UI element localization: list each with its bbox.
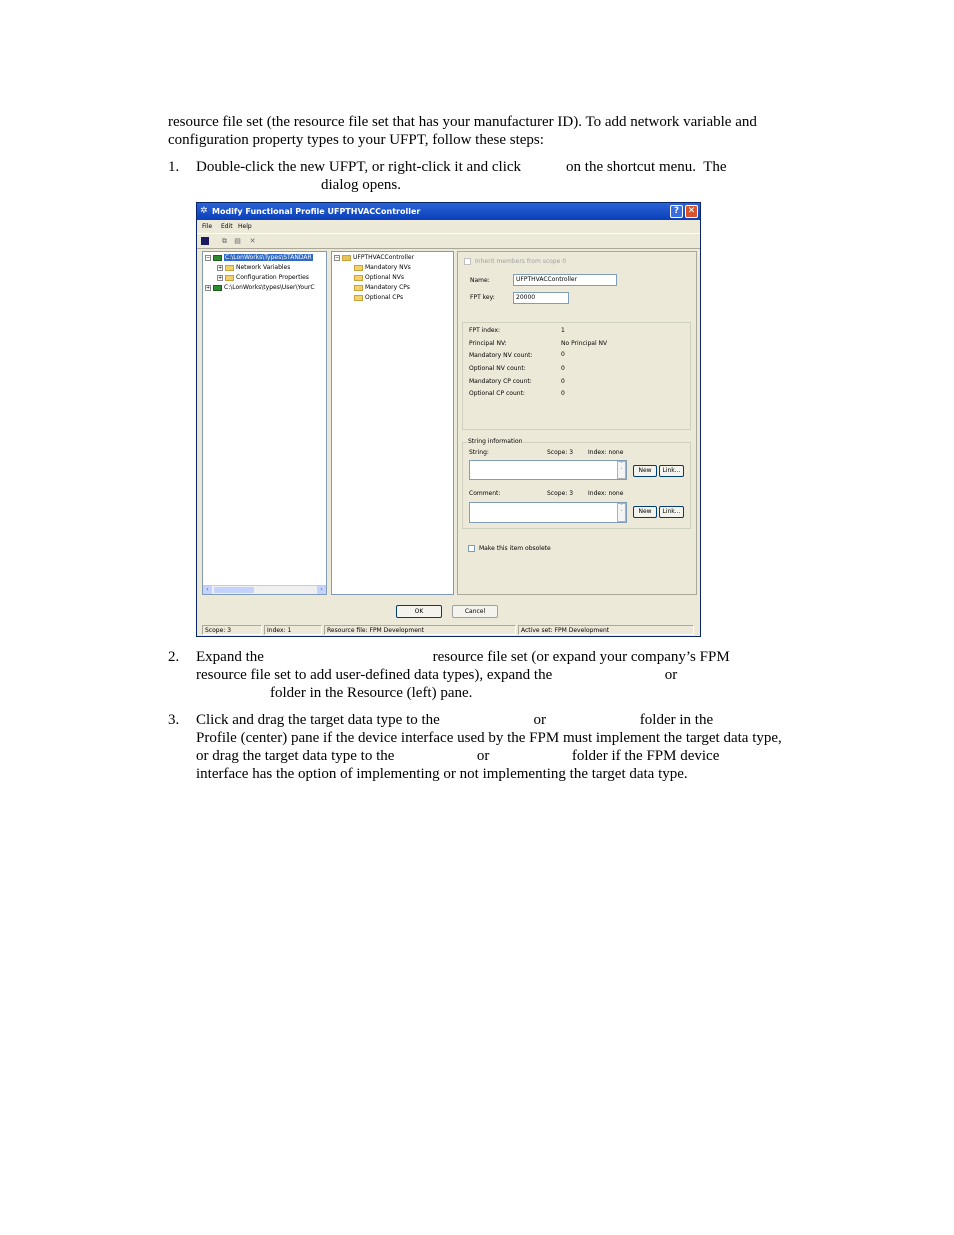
string-link-button[interactable]: Link... [659,465,684,477]
collapse-icon[interactable]: − [206,254,211,261]
tree-root-user-label: C:\LonWorks\types\User\YourC [224,284,315,291]
step-2-line-3: folder in the Resource (left) pane. [270,685,473,701]
scroll-right-icon[interactable]: › [317,586,326,594]
step-3-number: 3. [168,712,180,728]
folder-icon [354,285,363,291]
fpt-key-label: FPT key: [470,294,495,301]
name-field[interactable]: UFPTHVACController [513,274,617,286]
step-3-line-1: Click and drag the target data type to the or folder in the [196,712,714,728]
string-information-group [462,438,691,529]
paste-icon[interactable]: ▤ [234,237,241,245]
string-label: String: [469,449,489,456]
stat-label: Principal NV: [469,340,507,347]
scroll-thumb[interactable] [214,587,254,593]
status-bar [199,625,698,635]
stat-label: Mandatory NV count: [469,352,533,359]
comment-spinner[interactable]: ˄ ˅ [617,503,626,522]
profile-root[interactable] [334,253,414,263]
menu-file[interactable]: File [202,223,213,230]
stat-label: Mandatory CP count: [469,378,532,385]
obsolete-checkbox[interactable] [468,545,475,552]
profile-item-label: Mandatory NVs [365,264,411,271]
stat-value: No Principal NV [561,340,608,347]
stat-value: 0 [561,378,565,385]
app-icon: ✲ [200,206,208,216]
menu-edit[interactable]: Edit [221,223,233,230]
comment-label: Comment: [469,490,501,497]
expand-icon[interactable]: + [206,284,211,291]
tree-item-label: Configuration Properties [236,274,309,281]
profile-item-mandatory-cps[interactable] [354,283,410,293]
ok-button[interactable]: OK [396,605,442,618]
inherit-checkbox[interactable] [464,258,471,265]
toolbar [197,233,700,249]
comment-field[interactable] [469,502,627,523]
step-3-line-2: Profile (center) pane if the device interface used by the FPM must implement the target data type, [196,730,782,746]
profile-item-mandatory-nvs[interactable] [354,263,411,273]
profile-item-label: Optional NVs [365,274,404,281]
string-new-button[interactable]: New [633,465,657,477]
folder-icon [354,295,363,301]
statistics-group [462,322,691,430]
expand-icon[interactable]: + [218,274,223,281]
profile-item-optional-nvs[interactable] [354,273,404,283]
tree-item-label: Network Variables [236,264,291,271]
status-active-set: Active set: FPM Development [518,625,694,635]
fpt-key-field[interactable]: 20000 [513,292,569,304]
step-1-line-2: dialog opens. [321,177,401,193]
stat-label: FPT index: [469,327,501,334]
folder-icon [354,265,363,271]
property-pane [457,251,697,595]
expand-icon[interactable]: + [218,264,223,271]
stat-value: 0 [561,390,565,397]
tree-root-standard-label: C:\LonWorks\Types\STANDAR [225,254,312,261]
tree-root-standard[interactable] [205,253,313,263]
obsolete-label: Make this item obsolete [479,545,551,552]
string-spinner[interactable]: ˄ ˅ [617,461,626,479]
profile-icon [342,255,351,261]
string-field[interactable] [469,460,627,480]
string-scope-label: Scope: 3 [547,449,574,456]
step-1-line-1: Double-click the new UFPT, or right-click it and click on the shortcut menu. The [196,159,727,175]
cancel-button[interactable]: Cancel [452,605,498,618]
modify-functional-profile-dialog [196,202,701,637]
comment-link-button[interactable]: Link... [659,506,684,518]
inherit-label: Inherit members from scope 0 [475,258,567,265]
status-index: Index: 1 [264,625,322,635]
step-2-line-2: resource file set to add user-defined data types), expand the or [196,667,678,683]
intro-line-1: resource file set (the resource file set that has your manufacturer ID). To add network variable and [168,114,757,130]
resource-pane[interactable] [202,251,327,595]
comment-new-button[interactable]: New [633,506,657,518]
dialog-title: Modify Functional Profile UFPTHVACController [212,207,421,216]
copy-icon[interactable]: ⧉ [222,237,227,245]
resource-pane-scrollbar[interactable] [203,585,326,594]
string-index-label: Index: none [588,449,624,456]
stat-value: 1 [561,327,565,334]
profile-pane[interactable] [331,251,454,595]
profile-item-label: Mandatory CPs [365,284,410,291]
stat-label: Optional NV count: [469,365,526,372]
comment-scope-label: Scope: 3 [547,490,574,497]
help-button[interactable]: ? [670,205,683,218]
step-1-number: 1. [168,159,180,175]
status-scope: Scope: 3 [202,625,262,635]
tree-item-configuration-properties[interactable] [217,273,309,283]
delete-icon[interactable]: ✕ [249,237,256,245]
stat-label: Optional CP count: [469,390,525,397]
string-group-title: String information [468,438,523,445]
profile-item-optional-cps[interactable] [354,293,403,303]
stat-value: 0 [561,351,565,358]
step-3-line-3: or drag the target data type to the or folder if the FPM device [196,748,720,764]
collapse-icon[interactable]: − [335,254,340,261]
comment-index-label: Index: none [588,490,624,497]
folder-icon [225,275,234,281]
folder-icon [225,265,234,271]
profile-item-label: Optional CPs [365,294,404,301]
name-label: Name: [470,277,490,284]
resource-set-icon [213,255,222,261]
tree-item-network-variables[interactable] [217,263,290,273]
tree-root-user[interactable] [205,283,315,293]
step-2-line-1: Expand the resource file set (or expand your company’s FPM [196,649,730,665]
stat-value: 0 [561,365,565,372]
menu-help[interactable]: Help [238,223,252,230]
profile-root-label: UFPTHVACController [353,254,415,261]
resource-set-icon [213,285,222,291]
scroll-left-icon[interactable]: ‹ [203,586,212,594]
step-2-number: 2. [168,649,180,665]
folder-icon [354,275,363,281]
dialog-titlebar[interactable] [197,203,700,220]
step-3-line-4: interface has the option of implementing or not implementing the target data type. [196,766,688,782]
menubar [197,221,700,232]
save-icon[interactable] [201,237,209,245]
intro-line-2: configuration property types to your UFPT, follow these steps: [168,132,544,148]
close-button[interactable]: ✕ [685,205,698,218]
status-resource-file: Resource file: FPM Development [324,625,516,635]
